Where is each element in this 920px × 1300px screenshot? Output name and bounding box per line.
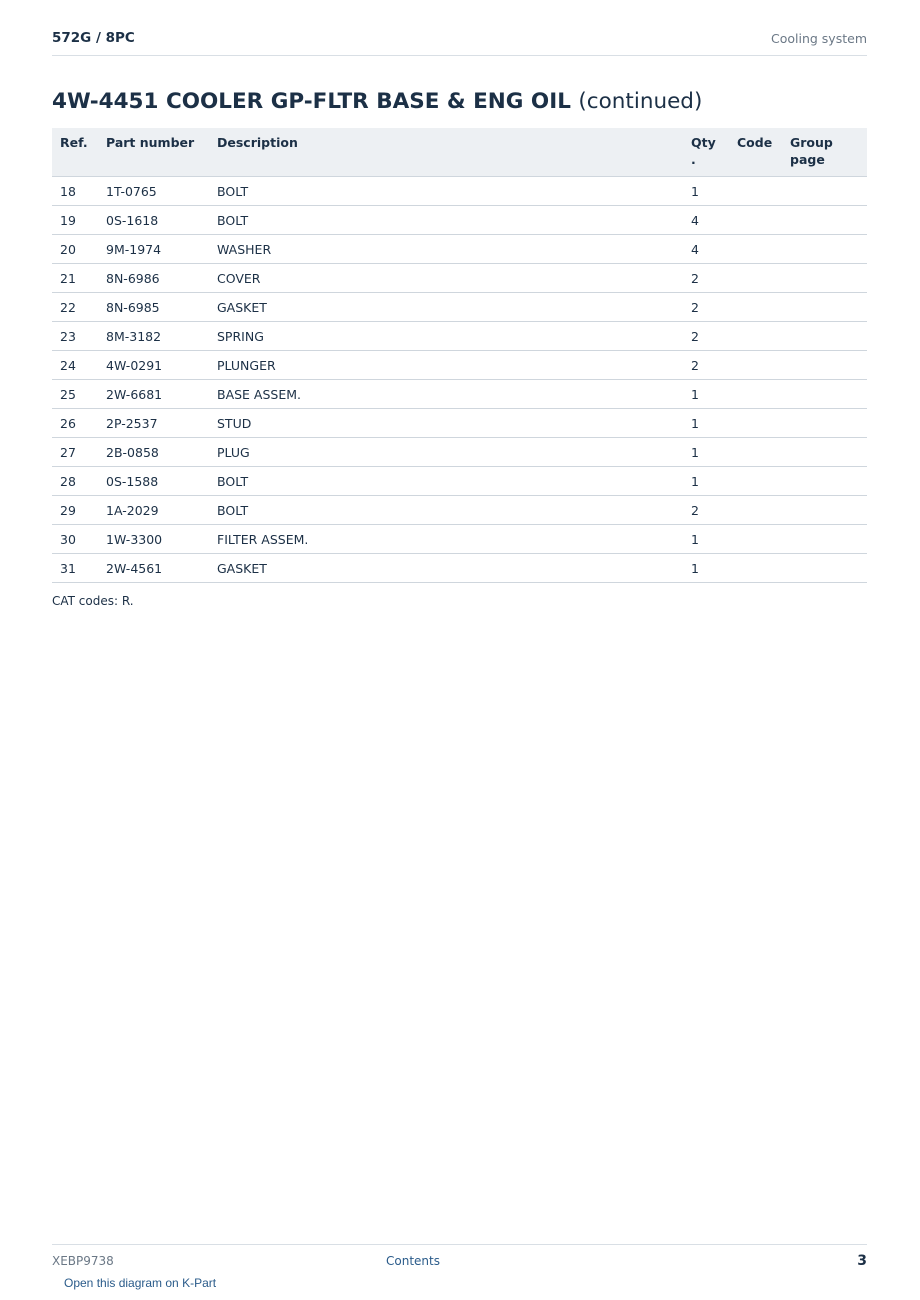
table-row xyxy=(52,293,867,322)
page-title xyxy=(52,89,702,114)
cell-ref: 23 xyxy=(52,322,98,351)
cell-part-number: 4W-0291 xyxy=(98,351,209,380)
cell-group-page xyxy=(782,380,867,409)
table-body xyxy=(52,177,867,583)
col-header-group-page-line2: page xyxy=(790,152,825,167)
table-row xyxy=(52,496,867,525)
cell-ref: 18 xyxy=(52,177,98,206)
col-header-group-page-line1: Group xyxy=(790,135,833,150)
cell-part-number: 0S-1618 xyxy=(98,206,209,235)
cell-group-page xyxy=(782,554,867,583)
cell-ref: 29 xyxy=(52,496,98,525)
cell-description: BOLT xyxy=(209,177,683,206)
cell-ref: 26 xyxy=(52,409,98,438)
cell-group-page xyxy=(782,525,867,554)
contents-link[interactable]: Contents xyxy=(386,1254,440,1268)
cell-qty: 4 xyxy=(683,206,729,235)
parts-table xyxy=(52,128,867,583)
table-row xyxy=(52,409,867,438)
cell-code xyxy=(729,235,782,264)
col-header-group-page xyxy=(782,128,867,177)
cell-group-page xyxy=(782,322,867,351)
cell-code xyxy=(729,467,782,496)
cell-part-number: 1W-3300 xyxy=(98,525,209,554)
table-row xyxy=(52,351,867,380)
cell-qty: 1 xyxy=(683,438,729,467)
cell-part-number: 2P-2537 xyxy=(98,409,209,438)
cell-description: FILTER ASSEM. xyxy=(209,525,683,554)
cell-description: COVER xyxy=(209,264,683,293)
table-row xyxy=(52,380,867,409)
table-row xyxy=(52,554,867,583)
cell-part-number: 8N-6986 xyxy=(98,264,209,293)
col-header-qty-line1: Qty xyxy=(691,135,716,150)
cell-part-number: 9M-1974 xyxy=(98,235,209,264)
table-row xyxy=(52,206,867,235)
cell-qty: 4 xyxy=(683,235,729,264)
cell-code xyxy=(729,525,782,554)
table-row xyxy=(52,322,867,351)
cell-part-number: 2W-4561 xyxy=(98,554,209,583)
cell-description: PLUG xyxy=(209,438,683,467)
model-label: 572G / 8PC xyxy=(52,30,135,46)
title-continued: (continued) xyxy=(578,89,703,114)
cat-codes-note: CAT codes: R. xyxy=(52,594,134,608)
cell-group-page xyxy=(782,409,867,438)
cell-description: BOLT xyxy=(209,496,683,525)
col-header-qty xyxy=(683,128,729,177)
cell-code xyxy=(729,293,782,322)
cell-qty: 2 xyxy=(683,322,729,351)
cell-description: BASE ASSEM. xyxy=(209,380,683,409)
cell-ref: 30 xyxy=(52,525,98,554)
cell-code xyxy=(729,322,782,351)
cell-code xyxy=(729,351,782,380)
cell-ref: 19 xyxy=(52,206,98,235)
col-header-qty-line2: . xyxy=(691,152,696,167)
cell-description: STUD xyxy=(209,409,683,438)
cell-group-page xyxy=(782,264,867,293)
table-row xyxy=(52,525,867,554)
cell-group-page xyxy=(782,293,867,322)
table-header-row xyxy=(52,128,867,177)
cell-qty: 2 xyxy=(683,293,729,322)
col-header-code: Code xyxy=(729,128,782,177)
page-footer xyxy=(52,1244,867,1269)
cell-ref: 20 xyxy=(52,235,98,264)
cell-description: BOLT xyxy=(209,206,683,235)
cell-description: GASKET xyxy=(209,293,683,322)
cell-part-number: 2W-6681 xyxy=(98,380,209,409)
cell-group-page xyxy=(782,438,867,467)
cell-qty: 1 xyxy=(683,380,729,409)
cell-qty: 1 xyxy=(683,177,729,206)
cell-part-number: 1A-2029 xyxy=(98,496,209,525)
table-row xyxy=(52,467,867,496)
table-row xyxy=(52,235,867,264)
cell-ref: 28 xyxy=(52,467,98,496)
cell-part-number: 8M-3182 xyxy=(98,322,209,351)
cell-description: BOLT xyxy=(209,467,683,496)
cell-group-page xyxy=(782,496,867,525)
cell-description: GASKET xyxy=(209,554,683,583)
table-row xyxy=(52,438,867,467)
page-header xyxy=(52,28,867,56)
cell-ref: 22 xyxy=(52,293,98,322)
cell-group-page xyxy=(782,235,867,264)
cell-ref: 31 xyxy=(52,554,98,583)
cell-description: WASHER xyxy=(209,235,683,264)
cell-code xyxy=(729,496,782,525)
cell-qty: 2 xyxy=(683,351,729,380)
cell-part-number: 1T-0765 xyxy=(98,177,209,206)
cell-ref: 24 xyxy=(52,351,98,380)
col-header-ref: Ref. xyxy=(52,128,98,177)
cell-qty: 1 xyxy=(683,554,729,583)
cell-group-page xyxy=(782,467,867,496)
cell-code xyxy=(729,409,782,438)
cell-ref: 27 xyxy=(52,438,98,467)
cell-qty: 2 xyxy=(683,264,729,293)
table-row xyxy=(52,264,867,293)
cell-qty: 1 xyxy=(683,525,729,554)
page-number: 3 xyxy=(857,1253,867,1269)
title-main: 4W-4451 COOLER GP-FLTR BASE & ENG OIL xyxy=(52,89,571,114)
cell-code xyxy=(729,380,782,409)
cell-description: PLUNGER xyxy=(209,351,683,380)
col-header-part-number: Part number xyxy=(98,128,209,177)
cell-qty: 2 xyxy=(683,496,729,525)
cell-code xyxy=(729,554,782,583)
cell-code xyxy=(729,438,782,467)
cell-ref: 21 xyxy=(52,264,98,293)
cell-qty: 1 xyxy=(683,467,729,496)
section-label: Cooling system xyxy=(771,31,867,46)
cell-code xyxy=(729,177,782,206)
cell-group-page xyxy=(782,206,867,235)
cell-qty: 1 xyxy=(683,409,729,438)
cell-ref: 25 xyxy=(52,380,98,409)
table-row xyxy=(52,177,867,206)
cell-code xyxy=(729,264,782,293)
cell-group-page xyxy=(782,177,867,206)
cell-part-number: 8N-6985 xyxy=(98,293,209,322)
cell-code xyxy=(729,206,782,235)
document-id: XEBP9738 xyxy=(52,1254,114,1268)
kpart-diagram-link[interactable]: Open this diagram on K-Part xyxy=(64,1276,217,1290)
cell-part-number: 0S-1588 xyxy=(98,467,209,496)
cell-group-page xyxy=(782,351,867,380)
cell-description: SPRING xyxy=(209,322,683,351)
cell-part-number: 2B-0858 xyxy=(98,438,209,467)
col-header-description: Description xyxy=(209,128,683,177)
